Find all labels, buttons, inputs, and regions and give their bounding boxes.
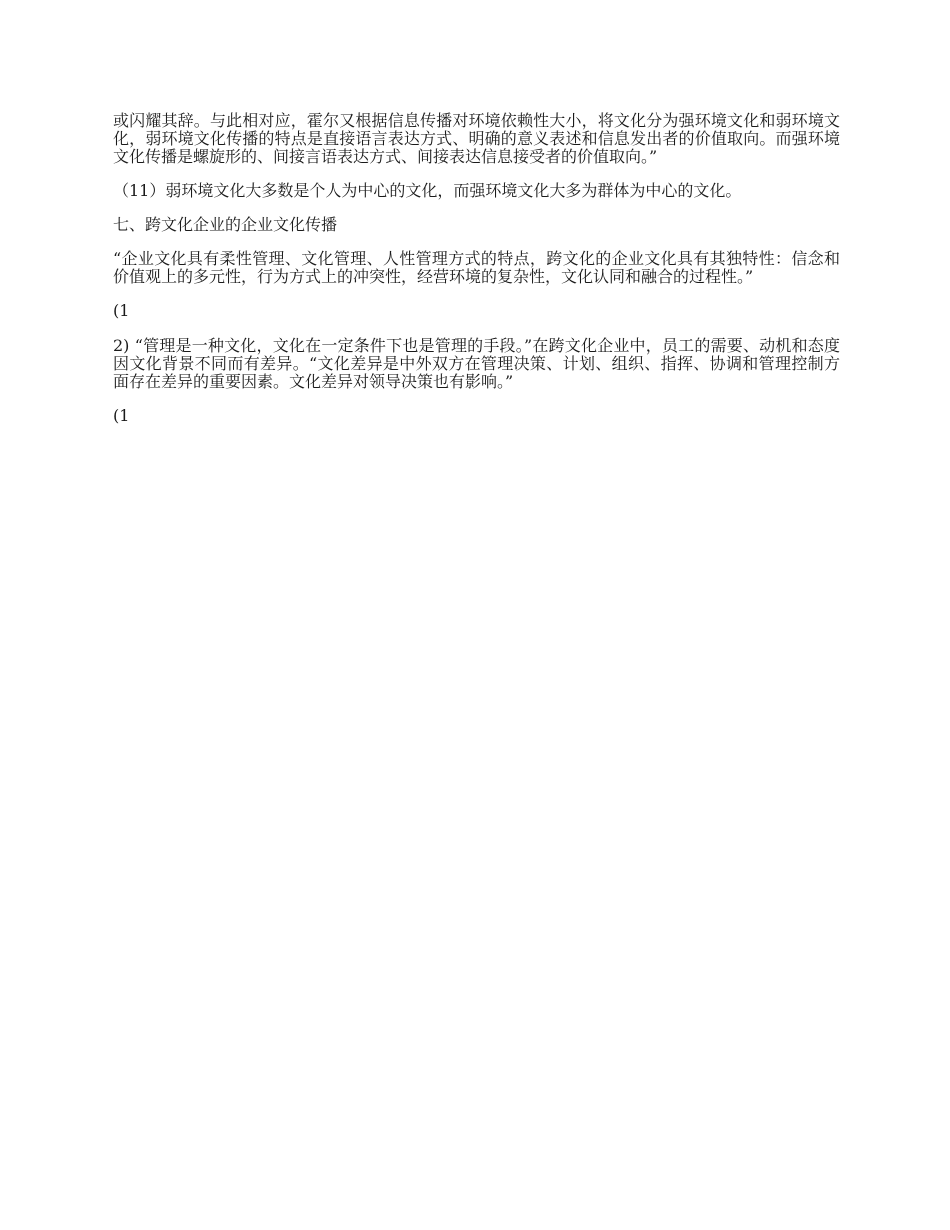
document-body xyxy=(113,112,840,442)
paragraph-corporate-culture: “企业文化具有柔性管理、文化管理、人性管理方式的特点，跨文化的企业文化具有其独特性：信念和价值观上的多元性，行为方式上的冲突性，经营环境的复杂性，文化认同和融合的过程性。” xyxy=(113,249,840,286)
paragraph-management-culture: 2) “管理是一种文化，文化在一定条件下也是管理的手段。”在跨文化企业中，员工的需要、动机和态度因文化背景不同而有差异。“文化差异是中外双方在管理决策、计划、组织、指挥、协调和管理控制方面存在差异的重要因素。文化差异对领导决策也有影响。” xyxy=(113,336,840,391)
paragraph-note-11: （11）弱环境文化大多数是个人为中心的文化，而强环境文化大多为群体为中心的文化。 xyxy=(113,181,742,200)
paragraph-fragment-1: (1 xyxy=(113,301,130,320)
paragraph-fragment-2: (1 xyxy=(113,406,130,425)
section-heading-7: 七、跨文化企业的企业文化传播 xyxy=(113,215,338,234)
paragraph-context-cultures: 或闪耀其辞。与此相对应，霍尔又根据信息传播对环境依赖性大小，将文化分为强环境文化和弱环境文化，弱环境文化传播的特点是直接语言表达方式、明确的意义表述和信息发出者的价值取向。而强环境文化传播是螺旋形的、间接言语表达方式、间接表达信息接受者的价值取向。” xyxy=(113,111,840,166)
